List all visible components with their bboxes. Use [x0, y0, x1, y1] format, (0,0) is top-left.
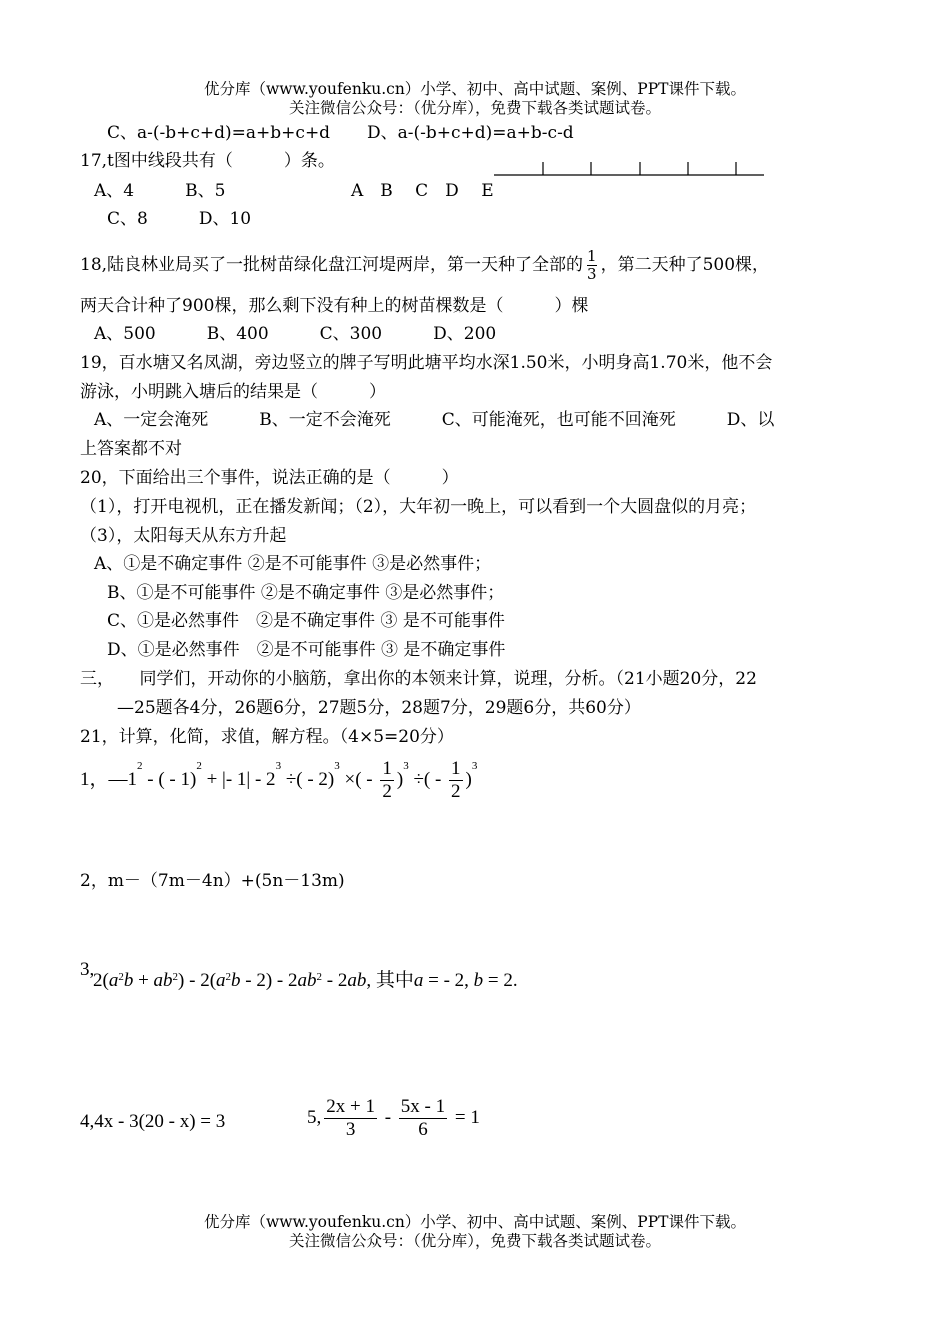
q17-stem: 17,t图中线段共有（ ）条。	[80, 151, 335, 171]
fraction-one-third	[587, 248, 597, 283]
p1-term: )	[465, 768, 472, 790]
var-b: b	[123, 970, 134, 991]
p1-term: - ( - 1)	[142, 768, 197, 790]
p1-exponent: 3	[403, 760, 409, 772]
q18-options: A、500 B、400 C、300 D、200	[94, 324, 497, 344]
q20-events-line2: （3），太阳每天从东方升起	[80, 526, 287, 546]
q20-option-c: C、①是必然事件 ②是不确定事件 ③ 是不可能事件	[107, 611, 505, 631]
fraction-numerator: 1	[382, 758, 392, 779]
q18-stem-line1	[80, 248, 769, 283]
q17-options-ab: A、4 B、5	[94, 181, 226, 201]
q21-stem: 21，计算，化简，求值，解方程。（4×5=20分）	[80, 727, 454, 747]
header-line-2: 关注微信公众号：（优分库），免费下载各类试题试卷。	[288, 99, 661, 117]
fraction-denominator: 3	[587, 265, 597, 283]
header-line-1: 优分库（www.youfenku.cn）小学、初中、高中试题、案例、PPT课件下载。	[203, 80, 747, 98]
p1-exponent: 3	[471, 760, 478, 772]
q20-events-line1: （1），打开电视机，正在播发新闻；（2），大年初一晚上，可以看到一个大圆盘似的月亮；	[80, 497, 757, 517]
p3-exponent: 2	[316, 971, 323, 983]
q18-stem-line2: 两天合计种了900棵，那么剩下没有种上的树苗棵数是（ ）棵	[80, 296, 589, 316]
p1-exponent: 2	[196, 760, 202, 772]
p1-exponent: 3	[275, 760, 282, 772]
var-a: a	[108, 970, 119, 991]
q20-option-a: A、①是不确定事件 ②是不可能事件 ③是必然事件；	[94, 554, 492, 574]
problem-4	[80, 1110, 225, 1134]
q19-options: A、一定会淹死 B、一定不会淹死 C、可能淹死，也可能不回淹死 D、以	[94, 410, 775, 430]
p1-term: )	[396, 768, 404, 790]
p3-term: - 2) - 2	[240, 970, 298, 991]
q18-stem-part-b: ，第二天种了500棵，	[600, 255, 770, 275]
problem-1-label: 1，	[80, 768, 109, 790]
fraction-2x-plus-1-over-3	[324, 1096, 377, 1141]
p3-exponent: 2	[225, 971, 232, 983]
fraction-numerator: 1	[451, 758, 461, 779]
p3-term: 2(	[93, 970, 109, 991]
line-segment-diagram	[490, 154, 770, 180]
fraction-denominator: 6	[418, 1119, 428, 1140]
p5-operator: -	[379, 1106, 396, 1128]
var-a: a	[216, 970, 226, 991]
problem-2: 2，m－（7m－4n）+(5n－13m)	[80, 871, 345, 891]
p1-term: ÷( -	[408, 768, 447, 790]
q20-option-b: B、①是不可能事件 ②是不确定事件 ③是必然事件；	[107, 583, 505, 603]
problem-4-label: 4,	[80, 1111, 95, 1132]
p1-exponent: 3	[334, 760, 340, 772]
q19-stem-line2: 游泳，小明跳入塘后的结果是（ ）	[80, 382, 386, 402]
q16-option-c: C、a-(-b+c+d)=a+b+c+d	[107, 123, 331, 143]
q17-point-labels: A B C D E	[351, 181, 494, 201]
problem-5-label: 5,	[307, 1106, 322, 1128]
section3-heading-cont: —25题各4分，26题6分，27题5分，28题7分，29题6分，共60分）	[117, 698, 641, 718]
p3-exponent: 2	[172, 971, 179, 983]
p1-exponent: 2	[137, 760, 143, 772]
var-ab: ab	[297, 970, 317, 991]
fraction-denominator: 2	[451, 781, 461, 802]
q20-option-d: D、①是必然事件 ②是不可能事件 ③ 是不确定事件	[107, 640, 506, 660]
fraction-one-half	[380, 758, 394, 803]
p3-term: ) - 2(	[178, 970, 217, 991]
p5-operator: = 1	[450, 1106, 480, 1128]
p3-term: , 其中	[366, 970, 414, 991]
q16-option-d: D、a-(-b+c+d)=a+b-c-d	[367, 123, 574, 143]
p1-term: ÷( - 2)	[281, 768, 335, 790]
problem-3: $2(a^2b + ab^2) - 2(a^2b - 2) - 2ab^2 - 2ab$, 其中a = - 2, b = 2.	[93, 970, 518, 991]
fraction-numerator: 5x - 1	[400, 1096, 446, 1117]
p3-term: = 2.	[483, 970, 518, 991]
var-b: b	[231, 970, 241, 991]
fraction-one-half	[449, 758, 463, 803]
q19-options-cont: 上答案都不对	[80, 439, 182, 459]
p1-term: + |- 1| - 2	[201, 768, 276, 790]
p3-exponent: 2	[118, 971, 124, 983]
q17-options-cd: C、8 D、10	[107, 209, 252, 229]
problem-3-label: 3,	[80, 959, 95, 980]
var-ab: ab	[153, 970, 173, 991]
fraction-denominator: 2	[382, 781, 392, 802]
fraction-5x-minus-1-over-6	[399, 1096, 447, 1141]
q19-stem-line1: 19，百水塘又名凤湖，旁边竖立的牌子写明此塘平均水深1.50米，小明身高1.70米，他不会	[80, 353, 773, 373]
fraction-denominator: 3	[345, 1119, 356, 1140]
p1-term: —1	[108, 768, 138, 790]
problem-4-expression: 4x - 3(20 - x) = 3	[94, 1111, 226, 1132]
problem-5	[307, 1096, 480, 1141]
p1-term: ×( -	[339, 768, 378, 790]
q18-stem-part-a: 18,陆良林业局买了一批树苗绿化盘江河堤两岸，第一天种了全部的	[80, 255, 584, 275]
p3-term: - 2	[322, 970, 348, 991]
q20-stem: 20，下面给出三个事件，说法正确的是（ ）	[80, 468, 459, 488]
problem-1	[80, 758, 477, 803]
var-ab: ab	[347, 970, 367, 991]
var-a: a	[413, 970, 424, 991]
footer-line-1: 优分库（www.youfenku.cn）小学、初中、高中试题、案例、PPT课件下载。	[203, 1213, 747, 1231]
fraction-numerator: 2x + 1	[326, 1096, 375, 1117]
p3-term: = - 2,	[423, 970, 474, 991]
footer-line-2: 关注微信公众号：（优分库），免费下载各类试题试卷。	[288, 1232, 661, 1250]
fraction-numerator: 1	[587, 247, 597, 265]
section3-heading: 三， 同学们，开动你的小脑筋，拿出你的本领来计算，说理，分析。（21小题20分，22	[80, 669, 757, 689]
var-b: b	[473, 970, 484, 991]
